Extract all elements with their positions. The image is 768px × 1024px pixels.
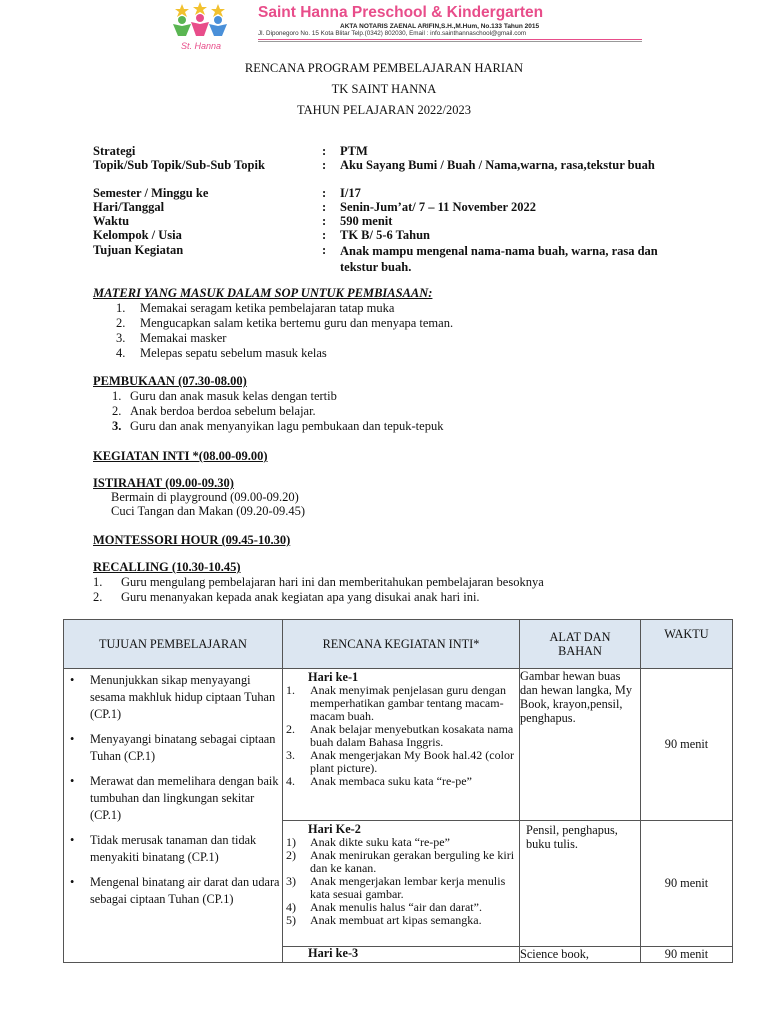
activity-item (283, 684, 519, 723)
activity-item (283, 914, 519, 927)
recalling-item: Guru mengulang pembelajaran hari ini dan memberitahukan pembelajaran besoknya (121, 575, 544, 589)
list-number: 2. (93, 590, 103, 604)
activity-item (283, 723, 519, 749)
alat-cell-day2: Pensil, penghapus, buku tulis. (520, 821, 641, 947)
activity-text: Anak menirukan gerakan berguling ke kiri dan ke kanan. (310, 848, 515, 875)
activity-text: Anak membaca suku kata “re-pe” (310, 774, 472, 788)
info-label-strategi: Strategi (93, 144, 136, 158)
info-value-hari: Senin-Jum’at/ 7 – 11 November 2022 (340, 200, 536, 214)
letterhead-divider (258, 39, 642, 40)
info-colon: : (322, 158, 327, 172)
tujuan-text: Merawat dan memelihara dengan baik tumbuhan dan lingkungan sekitar (CP.1) (90, 774, 279, 822)
kegiatan-inti-heading: KEGIATAN INTI *(08.00-09.00) (93, 449, 268, 463)
info-colon: : (322, 144, 327, 158)
header-alat: ALAT DAN BAHAN (520, 620, 641, 669)
activity-number: 3. (286, 748, 295, 762)
letterhead-divider-2 (258, 41, 642, 42)
info-label-kelompok: Kelompok / Usia (93, 228, 182, 242)
activity-number: 1. (286, 683, 295, 697)
activity-text: Anak dikte suku kata “re-pe” (310, 835, 450, 849)
materi-heading: MATERI YANG MASUK DALAM SOP UNTUK PEMBIASAAN: (93, 286, 433, 300)
header-rencana: RENCANA KEGIATAN INTI* (283, 620, 520, 669)
rencana-cell-day3 (283, 947, 520, 963)
info-value-kelompok: TK B/ 5-6 Tahun (340, 228, 430, 242)
alat-cell-day3: Science book, (520, 947, 641, 963)
rencana-cell-day1 (283, 669, 520, 821)
activity-number: 2) (286, 848, 296, 862)
activity-number: 1) (286, 835, 296, 849)
tujuan-item (64, 672, 282, 723)
list-number: 1. (93, 575, 103, 589)
info-label-topik: Topik/Sub Topik/Sub-Sub Topik (93, 158, 265, 172)
tujuan-text: Tidak merusak tanaman dan tidak menyakiti binatang (CP.1) (90, 833, 257, 864)
info-value-strategi: PTM (340, 144, 368, 158)
list-number: 1. (116, 301, 126, 315)
alat-cell-day1: Gambar hewan buas dan hewan langka, My Book, krayon,pensil, penghapus. (520, 669, 641, 821)
tujuan-text: Mengenal binatang air darat dan udara sebagai ciptaan Tuhan (CP.1) (90, 875, 280, 906)
activity-number: 5) (286, 913, 296, 927)
activity-number: 4) (286, 900, 296, 914)
activity-text: Anak mengerjakan lembar kerja menulis kata sesuai gambar. (310, 874, 506, 901)
header-tujuan: TUJUAN PEMBELAJARAN (64, 620, 283, 669)
pembukaan-item: Anak berdoa berdoa sebelum belajar. (130, 404, 316, 418)
table-header-row (64, 620, 733, 669)
doc-subtitle-year: TAHUN PELAJARAN 2022/2023 (297, 103, 471, 117)
activity-item (283, 875, 519, 901)
bullet: • (70, 774, 75, 788)
montessori-heading: MONTESSORI HOUR (09.45-10.30) (93, 533, 291, 547)
bullet: • (70, 673, 75, 687)
activity-text: Anak membuat art kipas semangka. (310, 913, 482, 927)
activity-number: 2. (286, 722, 295, 736)
info-label-waktu: Waktu (93, 214, 130, 228)
materi-item: Mengucapkan salam ketika bertemu guru dan menyapa teman. (140, 316, 454, 330)
info-value-semester: I/17 (340, 186, 361, 200)
pembukaan-item: Guru dan anak masuk kelas dengan tertib (130, 389, 337, 403)
list-number: 3. (116, 331, 126, 345)
materi-item: Memakai masker (140, 331, 227, 345)
info-colon: : (322, 214, 327, 228)
activity-number: 3) (286, 874, 296, 888)
tujuan-item (64, 874, 282, 908)
activity-item (283, 849, 519, 875)
list-number: 3. (112, 419, 122, 433)
list-number: 4. (116, 346, 126, 360)
info-colon: : (322, 228, 327, 242)
rencana-cell-day2 (283, 821, 520, 947)
info-label-hari: Hari/Tanggal (93, 200, 165, 214)
list-number: 2. (116, 316, 126, 330)
info-value-tujuan: Anak mampu mengenal nama-nama buah, warna, rasa dan tekstur buah. (340, 244, 658, 274)
istirahat-item: Cuci Tangan dan Makan (09.20-09.45) (111, 504, 305, 518)
materi-item: Melepas sepatu sebelum masuk kelas (140, 346, 327, 360)
doc-subtitle-school: TK SAINT HANNA (331, 82, 437, 96)
day-title: Hari Ke-2 (308, 822, 361, 836)
school-logo (160, 2, 242, 54)
waktu-cell-day3: 90 menit (641, 947, 733, 963)
info-label-semester: Semester / Minggu ke (93, 186, 209, 200)
info-colon: : (322, 200, 327, 214)
activity-text: Anak menyimak penjelasan guru dengan memperhatikan gambar tentang macam-macam buah. (310, 683, 506, 723)
waktu-cell-day1: 90 menit (641, 669, 733, 821)
pembukaan-item: Guru dan anak menyanyikan lagu pembukaan dan tepuk-tepuk (130, 419, 444, 433)
tujuan-cell (64, 669, 283, 963)
tujuan-item (64, 773, 282, 824)
activity-text: Anak belajar menyebutkan kosakata nama buah dalam Bahasa Inggris. (310, 722, 514, 749)
info-colon: : (322, 186, 327, 200)
list-number: 1. (112, 389, 122, 403)
tujuan-text: Menyayangi binatang sebagai ciptaan Tuhan (CP.1) (90, 732, 276, 763)
day-title: Hari ke-3 (308, 946, 359, 960)
tujuan-text: Menunjukkan sikap menyayangi sesama makhluk hidup ciptaan Tuhan (CP.1) (90, 673, 276, 721)
info-value-waktu: 590 menit (340, 214, 393, 228)
materi-item: Memakai seragam ketika pembelajaran tatap muka (140, 301, 395, 315)
doc-title: RENCANA PROGRAM PEMBELAJARAN HARIAN (244, 61, 524, 75)
bullet: • (70, 875, 75, 889)
tujuan-item (64, 832, 282, 866)
activity-text: Anak menulis halus “air dan darat”. (310, 900, 482, 914)
activity-plan-table (63, 619, 733, 963)
notary-line: AKTA NOTARIS ZAENAL ARIFIN,S.H.,M.Hum, No.133 Tahun 2015 (340, 23, 540, 30)
recalling-item: Guru menanyakan kepada anak kegiatan apa yang disukai anak hari ini. (121, 590, 480, 604)
activity-text: Anak mengerjakan My Book hal.42 (color plant picture). (310, 748, 514, 775)
pembukaan-heading: PEMBUKAAN (07.30-08.00) (93, 374, 247, 388)
tujuan-item (64, 731, 282, 765)
istirahat-heading: ISTIRAHAT (09.00-09.30) (93, 476, 234, 490)
table-row (64, 669, 733, 821)
header-waktu: WAKTU (641, 620, 733, 669)
info-label-tujuan: Tujuan Kegiatan (93, 243, 184, 257)
info-value-topik: Aku Sayang Bumi / Buah / Nama,warna, rasa,tekstur buah (340, 158, 655, 172)
logo-text: St. Hanna (180, 41, 222, 51)
list-number: 2. (112, 404, 122, 418)
day-title: Hari ke-1 (308, 670, 359, 684)
activity-item (283, 775, 519, 788)
info-colon: : (322, 243, 327, 257)
waktu-cell-day2: 90 menit (641, 821, 733, 947)
activity-number: 4. (286, 774, 295, 788)
school-name: Saint Hanna Preschool & Kindergarten (258, 4, 544, 21)
recalling-heading: RECALLING (10.30-10.45) (93, 560, 241, 574)
bullet: • (70, 732, 75, 746)
bullet: • (70, 833, 75, 847)
activity-item (283, 749, 519, 775)
address-line: Jl. Diponegoro No. 15 Kota Blitar Telp.(0342) 802030, Email : info.sainthannaschool@gmail.com (258, 30, 527, 37)
istirahat-item: Bermain di playground (09.00-09.20) (111, 490, 299, 504)
